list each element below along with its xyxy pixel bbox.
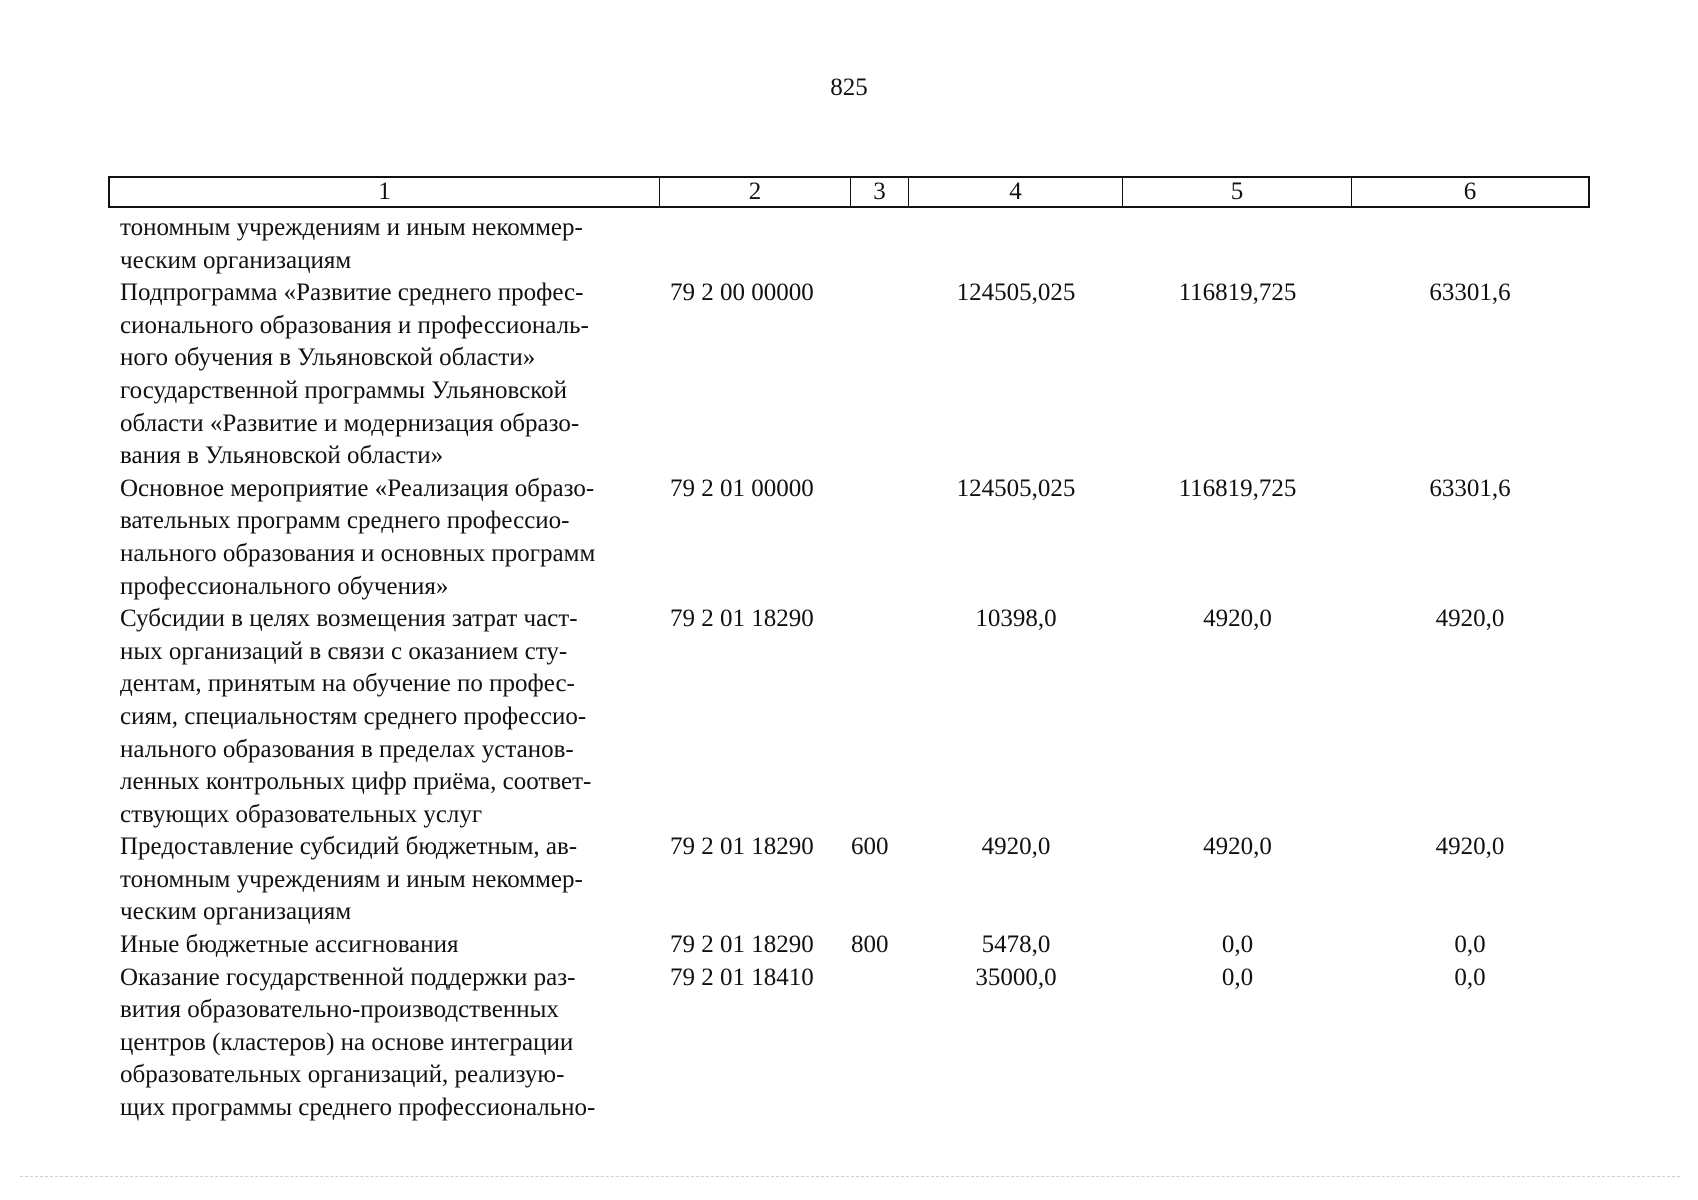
row-value-6: 63301,6	[1429, 474, 1511, 502]
row-value-6: 0,0	[1454, 963, 1486, 991]
row-description: Иные бюджетные ассигнования	[120, 931, 459, 959]
row-type	[851, 603, 909, 831]
scan-edge-line	[20, 1176, 1680, 1177]
row-value-5: 4920,0	[1203, 605, 1272, 633]
row-value-4	[909, 212, 1123, 277]
row-value-4: 4920,0	[981, 833, 1051, 861]
row-type: 800	[851, 931, 889, 959]
table-row	[108, 831, 1590, 929]
table-body	[108, 212, 1590, 1125]
table-header	[108, 176, 1590, 208]
row-value-5: 0,0	[1221, 931, 1254, 959]
header-col-1: 1	[110, 178, 660, 206]
header-col-2: 2	[660, 178, 851, 206]
row-code	[656, 212, 851, 277]
row-value-4: 124505,025	[956, 279, 1076, 307]
row-type: 600	[851, 833, 889, 861]
row-value-4: 124505,025	[956, 474, 1076, 502]
row-value-6: 63301,6	[1429, 279, 1511, 307]
row-code: 79 2 00 00000	[670, 279, 814, 307]
row-type	[851, 212, 909, 277]
row-type	[851, 277, 909, 473]
header-col-3: 3	[851, 178, 909, 206]
table-row	[108, 277, 1590, 473]
table-row	[108, 603, 1590, 831]
row-code: 79 2 01 18290	[670, 605, 814, 633]
header-col-5: 5	[1123, 178, 1352, 206]
table-row	[108, 212, 1590, 277]
row-description: Основное мероприятие «Реализация образо- вательных программ среднего профессио- нального образования и основных программ профессионального обучения»	[120, 474, 596, 600]
row-description: тономным учреждениям и иным некоммер- ческим организациям	[120, 214, 583, 274]
row-value-5: 116819,725	[1178, 474, 1297, 502]
row-code: 79 2 01 00000	[670, 474, 814, 502]
header-col-6: 6	[1463, 178, 1477, 205]
row-description: Субсидии в целях возмещения затрат част- ных организаций в связи с оказанием сту- дентам, принятым на обучение по профес- сиям, специальностям среднего профессио- нального образования в пределах установ- ленных контрольных цифр приёма, соответ- ствующих образовательных услуг	[120, 605, 592, 828]
row-value-6: 4920,0	[1435, 833, 1505, 861]
page-number: 825	[830, 74, 868, 101]
row-code: 79 2 01 18290	[670, 833, 814, 861]
header-col-4: 4	[909, 178, 1123, 206]
row-value-5	[1123, 212, 1352, 277]
table-row	[108, 929, 1590, 962]
row-value-6: 4920,0	[1435, 605, 1505, 633]
row-value-5: 0,0	[1221, 963, 1254, 991]
row-value-4: 35000,0	[975, 963, 1057, 991]
row-description: Оказание государственной поддержки раз- вития образовательно-производственных центров (кластеров) на основе интеграции образовательных организаций, реализую- щих программы среднего профессионально-	[120, 963, 596, 1122]
row-value-5: 4920,0	[1203, 833, 1272, 861]
row-value-6: 0,0	[1454, 931, 1486, 959]
row-description: Предоставление субсидий бюджетным, ав- тономным учреждениям и иным некоммер- ческим организациям	[120, 833, 583, 926]
row-code: 79 2 01 18410	[670, 963, 814, 991]
row-type	[851, 962, 909, 1125]
table-row	[108, 962, 1590, 1125]
row-value-4: 10398,0	[975, 605, 1057, 633]
row-description: Подпрограмма «Развитие среднего профес- сионального образования и профессиональ- ного обучения в Ульяновской области» государственной программы Ульяновской области «Развитие и модернизация образо- вания в Ульяновской области»	[120, 279, 589, 470]
row-value-5: 116819,725	[1178, 279, 1297, 307]
table-row	[108, 473, 1590, 603]
row-type	[851, 473, 909, 603]
row-code: 79 2 01 18290	[670, 931, 814, 959]
row-value-4: 5478,0	[981, 931, 1051, 959]
row-value-6	[1352, 212, 1588, 277]
